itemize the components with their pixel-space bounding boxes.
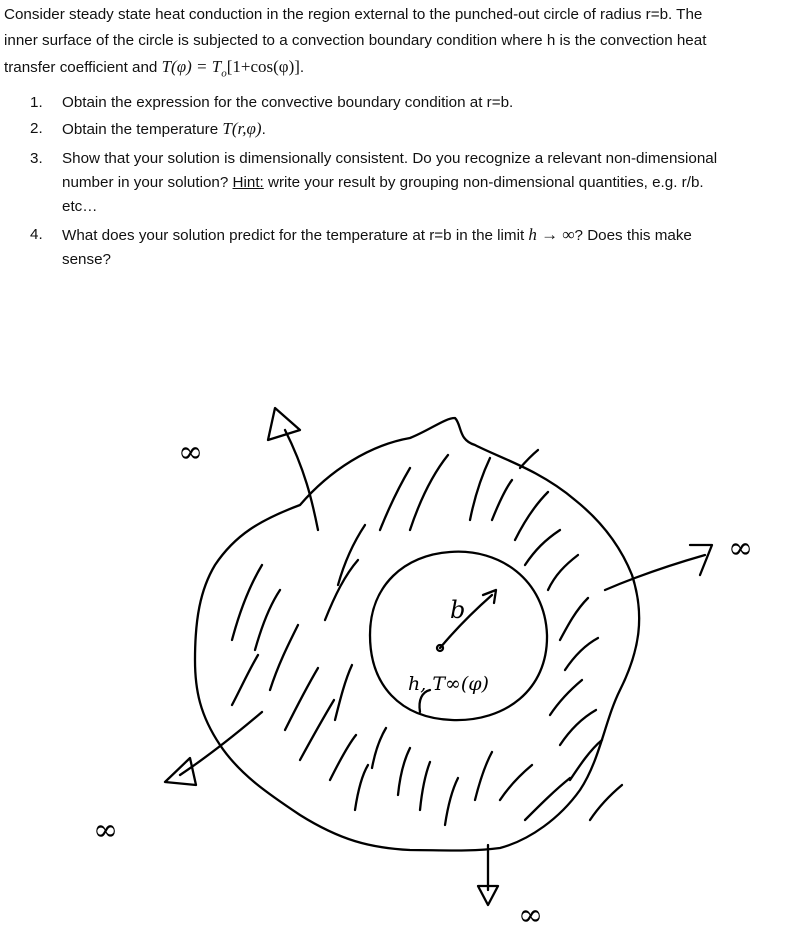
- question-item-1: [0, 90, 774, 116]
- question-number: 4.: [30, 226, 43, 243]
- question-text-line-2: number in your solution? Hint: write your result by grouping non-dimensional quantities, e.g. r/b.: [62, 174, 704, 191]
- radius-label: b: [450, 596, 466, 624]
- question-text: Obtain the expression for the convective boundary condition at r=b.: [62, 94, 514, 111]
- intro-line-2: inner surface of the circle is subjected to a convection boundary condition where h is the convection heat: [4, 32, 707, 49]
- arrow-up-head: [268, 408, 300, 440]
- hatching: [232, 450, 622, 825]
- question-list: [0, 90, 798, 272]
- hint-label: Hint:: [232, 174, 264, 191]
- temperature-field-symbol: T(r,φ): [222, 119, 262, 138]
- outer-domain-boundary: [195, 418, 639, 851]
- radius-arrowhead: [483, 590, 496, 603]
- convection-label: h, T∞(φ): [408, 673, 489, 695]
- boundary-temperature-equation: $T(\varphi) = T_o[1+\cos(\varphi)]$: [161, 57, 300, 80]
- question-number: 2.: [30, 120, 43, 137]
- center-dot: [437, 645, 443, 651]
- limit-expression: h → ∞: [528, 225, 575, 244]
- arrow-left-shaft: [180, 712, 262, 775]
- question-text-line-3: etc…: [62, 198, 98, 215]
- question-number: 1.: [30, 94, 43, 111]
- question-item-3: [0, 147, 774, 219]
- convection-arrow: [419, 690, 430, 712]
- infinity-bottom: ∞: [518, 898, 543, 933]
- inner-circle: [370, 552, 547, 720]
- question-text-line-1: Show that your solution is dimensionally consistent. Do you recognize a relevant non-dimensional: [62, 150, 718, 167]
- arrow-right-head: [690, 545, 712, 575]
- intro-line-1: Consider steady state heat conduction in the region external to the punched-out circle of radius r=b. The: [4, 6, 703, 23]
- arrow-up-shaft: [285, 430, 318, 530]
- question-text-line-1: What does your solution predict for the temperature at r=b in the limit h → ∞? Does this make: [62, 225, 692, 244]
- infinity-top-left: ∞: [178, 435, 203, 470]
- infinity-right: ∞: [728, 531, 753, 566]
- arrow-down-head: [478, 886, 498, 905]
- intro-line-3: transfer coefficient and $T(\varphi) = T_o[1+\cos(\varphi)]$.: [4, 57, 305, 80]
- question-item-2: 2. Obtain the temperature T(r,φ).: [0, 116, 774, 143]
- radius-line: [440, 595, 492, 648]
- intro-line-3-text: transfer coefficient and: [4, 59, 162, 76]
- question-number: 3.: [30, 150, 43, 167]
- problem-statement: [4, 2, 794, 86]
- question-text: Obtain the temperature: [62, 121, 223, 138]
- question-item-4: [0, 223, 774, 272]
- arrow-right-shaft: [605, 555, 705, 590]
- arrow-left-head: [165, 758, 196, 785]
- infinity-bottom-left: ∞: [93, 813, 118, 848]
- question-text-line-2: sense?: [62, 251, 111, 268]
